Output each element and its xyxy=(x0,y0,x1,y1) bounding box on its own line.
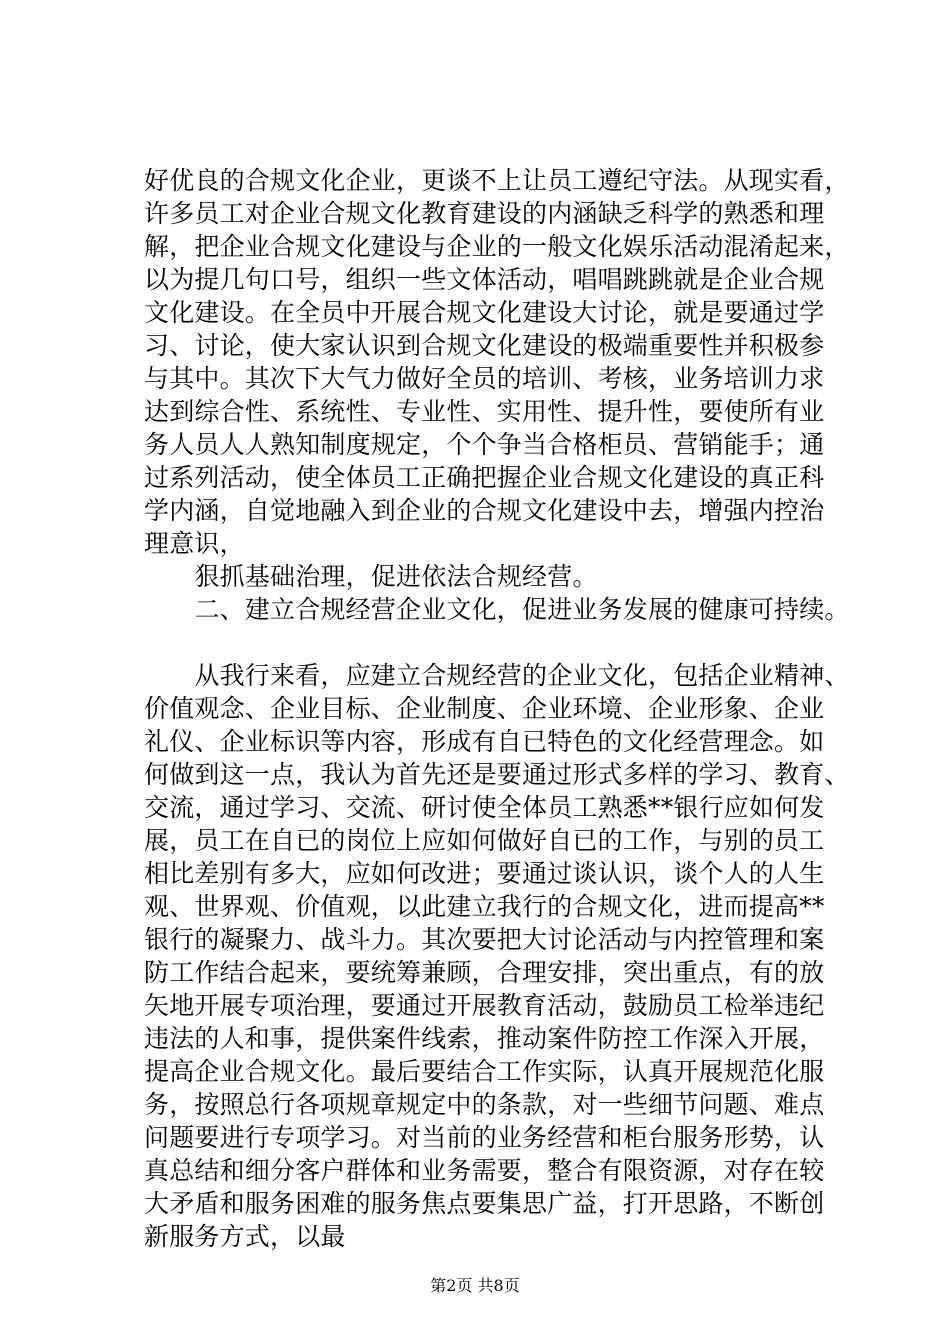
text-line: 理意识， xyxy=(144,529,245,558)
text-line: 务，按照总行各项规章规定中的条款，对一些细节问题、难点 xyxy=(144,1090,825,1119)
text-line: 相比差别有多大，应如何改进；要通过谈认识，谈个人的人生 xyxy=(144,859,825,888)
text-line: 价值观念、企业目标、企业制度、企业环境、企业形象、企业 xyxy=(144,694,825,723)
text-line: 与其中。其次下大气力做好全员的培训、考核，业务培训力求 xyxy=(144,364,825,393)
text-line: 过系列活动，使全体员工正确把握企业合规文化建设的真正科 xyxy=(144,463,825,492)
text-line: 达到综合性、系统性、专业性、实用性、提升性，要使所有业 xyxy=(144,397,825,426)
section-heading: 狠抓基础治理，促进依法合规经营。 xyxy=(144,562,598,591)
text-line: 问题要进行专项学习。对当前的业务经营和柜台服务形势，认 xyxy=(144,1123,825,1152)
text-line: 习、讨论，使大家认识到合规文化建设的极端重要性并积极参 xyxy=(144,331,825,360)
text-line: 好优良的合规文化企业，更谈不上让员工遵纪守法。从现实看， xyxy=(144,166,850,195)
text-line: 防工作结合起来，要统筹兼顾，合理安排，突出重点，有的放 xyxy=(144,958,825,987)
text-line: 交流，通过学习、交流、研讨使全体员工熟悉**银行应如何发 xyxy=(144,793,825,822)
section-heading: 二、建立合规经营企业文化，促进业务发展的健康可持续。 xyxy=(144,595,850,624)
text-line: 从我行来看，应建立合规经营的企业文化，包括企业精神、 xyxy=(144,661,850,690)
text-line: 大矛盾和服务困难的服务焦点要集思广益，打开思路，不断创 xyxy=(144,1189,825,1218)
text-line: 新服务方式，以最 xyxy=(144,1222,346,1251)
text-line: 展，员工在自已的岗位上应如何做好自已的工作，与别的员工 xyxy=(144,826,825,855)
text-line: 务人员人人熟知制度规定，个个争当合格柜员、营销能手；通 xyxy=(144,430,825,459)
text-line: 真总结和细分客户群体和业务需要，整合有限资源，对存在较 xyxy=(144,1156,825,1185)
text-line: 提高企业合规文化。最后要结合工作实际，认真开展规范化服 xyxy=(144,1057,825,1086)
text-line: 银行的凝聚力、战斗力。其次要把大讨论活动与内控管理和案 xyxy=(144,925,825,954)
text-line: 礼仪、企业标识等内容，形成有自已特色的文化经营理念。如 xyxy=(144,727,825,756)
text-line: 以为提几句口号，组织一些文体活动，唱唱跳跳就是企业合规 xyxy=(144,265,825,294)
text-line: 观、世界观、价值观，以此建立我行的合规文化，进而提高** xyxy=(144,892,825,921)
text-line: 学内涵，自觉地融入到企业的合规文化建设中去，增强内控治 xyxy=(144,496,825,525)
text-line: 矢地开展专项治理，要通过开展教育活动，鼓励员工检举违纪 xyxy=(144,991,825,1020)
text-line: 许多员工对企业合规文化教育建设的内涵缺乏科学的熟悉和理 xyxy=(144,199,825,228)
text-line: 何做到这一点，我认为首先还是要通过形式多样的学习、教育、 xyxy=(144,760,850,789)
text-line: 文化建设。在全员中开展合规文化建设大讨论，就是要通过学 xyxy=(144,298,825,327)
text-line: 解，把企业合规文化建设与企业的一般文化娱乐活动混淆起来， xyxy=(144,232,850,261)
page-number-footer: 第2页 共8页 xyxy=(430,1276,520,1295)
text-line: 违法的人和事，提供案件线索，推动案件防控工作深入开展， xyxy=(144,1024,825,1053)
